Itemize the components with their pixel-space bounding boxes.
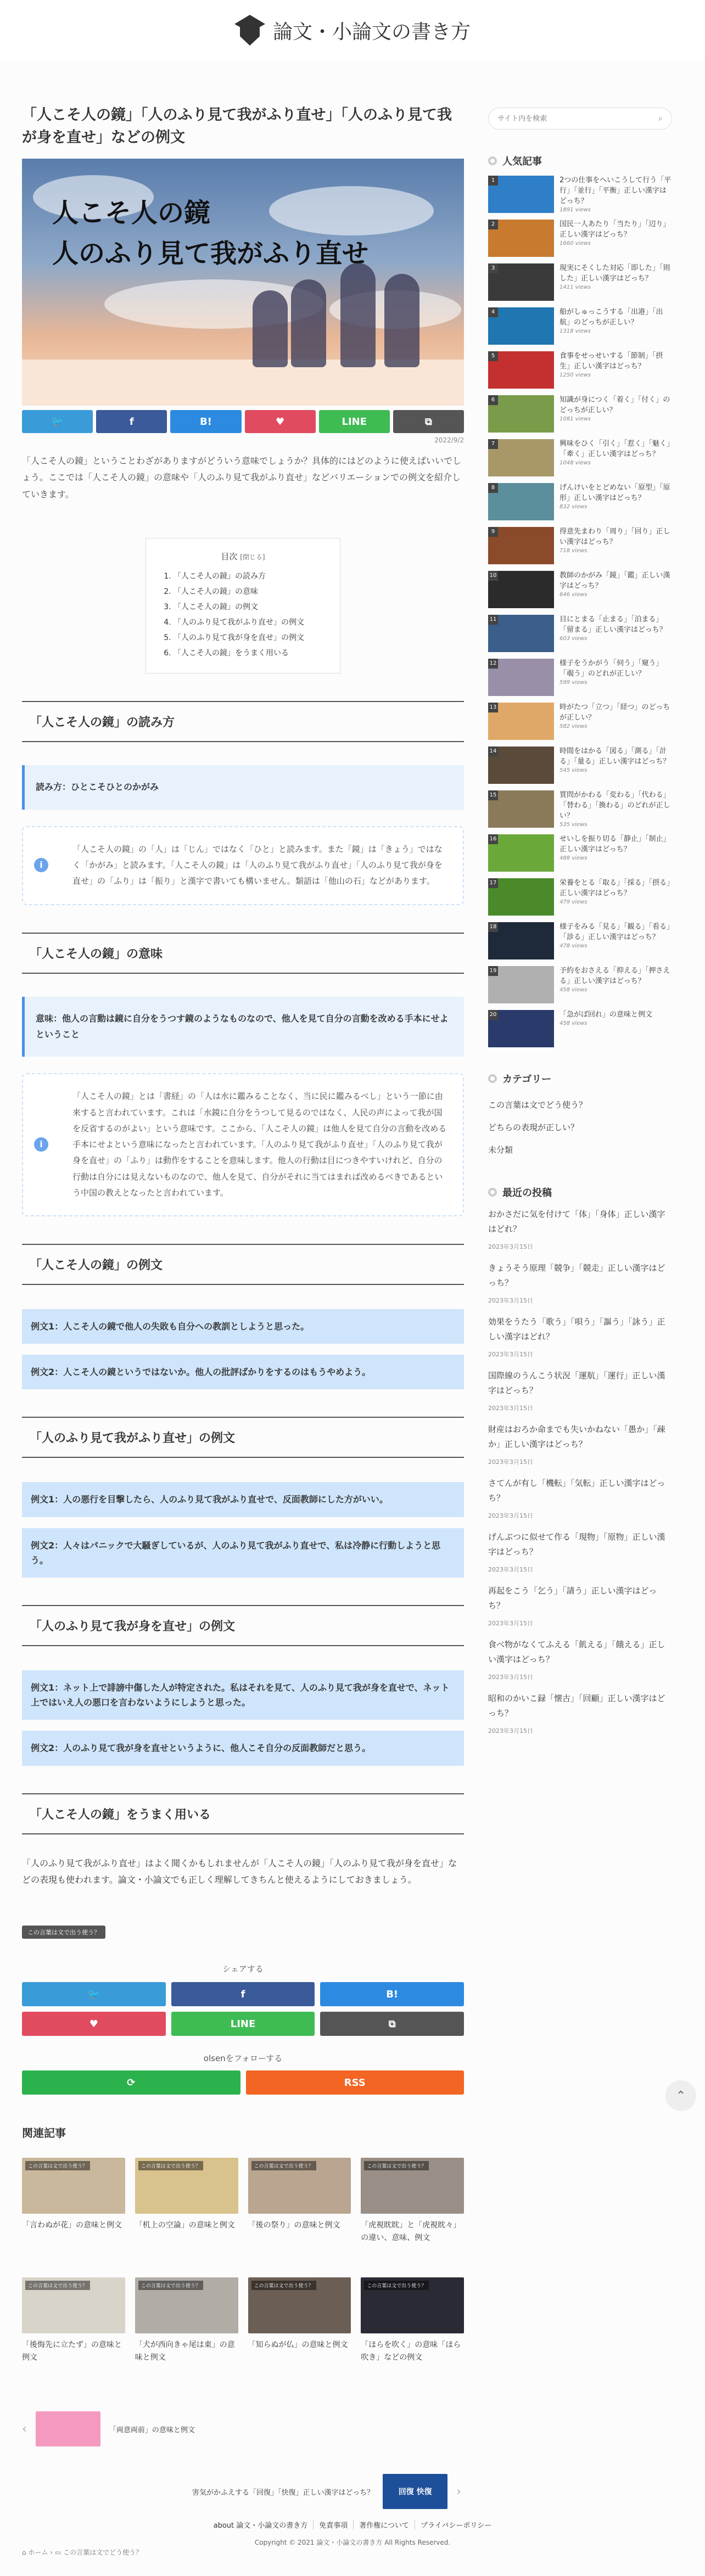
recent-post[interactable] (488, 1691, 672, 1735)
rank-badge: 9 (488, 527, 498, 537)
footer-link[interactable]: プライバシーポリシー (421, 2522, 492, 2530)
section-heading: 「人のふり見て我がふり直せ」の例文 (22, 1417, 464, 1458)
chevron-right-icon: › (456, 2484, 461, 2499)
popular-post-title: げんけいをとどめない「原型」「原形」正しい漢字はどっち？ (559, 484, 670, 502)
popular-thumbnail (488, 659, 554, 696)
popular-post-title: 目にとまる「止まる」「泊まる」「留まる」正しい漢字はどっち？ (559, 615, 667, 634)
related-card[interactable]: この言葉は文で出う使う？ 「知らぬが仏」の意味と例文 (248, 2277, 351, 2389)
next-post-thumbnail: 回復 快復 (383, 2474, 447, 2509)
info-box: i 「人こそ人の鏡」とは「書経」の「人は水に鑑みることなく、当に民に鑑みるべし」という一節に由来すると言われています。これは「水鏡に自分をうつして見るのではなく、人民の声によって我が国を反省するのがよい」という意味です。ここから、「人こそ人の鏡」は他人を見て自分の言動を改める手本にせよという意味になったと言われています。「人のふり見て我がふり直せ」「人のふり見て我が身を直せ」の「ふり」は動作をすることを意味します。他人の行動は目につきやすいけれど、自分の行動は自分には見えないものなので、他人を見て、自分がそれに当てはまれば改めるべきであるという中国の教えとなったと言われています。 (22, 1073, 464, 1216)
popular-thumbnail (488, 747, 554, 784)
view-count: 603 views (559, 635, 588, 642)
related-thumbnail: この言葉は文で出う使う？ (248, 2158, 351, 2214)
search-box (488, 108, 672, 130)
section-heading: 「人こそ人の鏡」をうまく用いる (22, 1793, 464, 1834)
popular-post-title: 教師のかがみ「鏡」「鑑」正しい漢字はどっち？ (559, 571, 670, 590)
rank-badge: 8 (488, 483, 498, 493)
recent-post[interactable] (488, 1476, 672, 1520)
post-date: 2022/9/2 (434, 436, 464, 444)
popular-post[interactable] (488, 307, 672, 345)
popular-thumbnail (488, 220, 554, 257)
breadcrumb: ⌂ ホーム › ▭ この言葉は文でどう使う？ (22, 2549, 143, 2557)
hatena-share-button[interactable] (170, 410, 241, 433)
footer-link[interactable]: about 論文・小論文の書き方 (208, 2519, 314, 2530)
related-thumbnail: この言葉は文で出う使う？ (361, 2158, 464, 2214)
recent-post[interactable] (488, 1368, 672, 1412)
popular-thumbnail (488, 703, 554, 740)
related-thumbnail: この言葉は文で出う使う？ (22, 2277, 125, 2333)
related-card[interactable]: この言葉は文で出う使う？ 「ほらを吹く」の意味「ほら吹き」などの例文 (361, 2277, 464, 2389)
breadcrumb-category[interactable]: この言葉は文でどう使う？ (63, 2549, 143, 2557)
recent-post-date: 2023年3月15日 (488, 1458, 533, 1466)
recent-post-date: 2023年3月15日 (488, 1297, 533, 1304)
popular-post-title: 様子をみる「見る」「観る」「看る」「診る」正しい漢字はどっち？ (559, 923, 670, 941)
popular-thumbnail (488, 834, 554, 872)
view-count: 478 views (559, 942, 588, 949)
line-share-button[interactable] (319, 410, 390, 433)
related-thumbnail: この言葉は文で出う使う？ (248, 2277, 351, 2333)
view-count: 599 views (559, 679, 588, 686)
rank-badge: 1 (488, 176, 498, 186)
popular-post-title: 時がたつ「立つ」「経つ」のどっちが正しい？ (559, 703, 670, 722)
popular-thumbnail (488, 439, 554, 476)
popular-thumbnail (488, 395, 554, 433)
popular-widget (488, 154, 672, 1047)
twitter-icon: 🐦 (51, 416, 64, 428)
popular-thumbnail (488, 351, 554, 389)
rank-badge: 20 (488, 1010, 498, 1020)
related-title: 関連記事 (22, 2126, 66, 2140)
view-count: 1048 views (559, 459, 591, 466)
rank-badge: 14 (488, 747, 498, 756)
popular-post[interactable] (488, 483, 672, 520)
view-count: 458 views (559, 986, 588, 993)
toc-item[interactable]: 5. 「人のふり見て我が身を直せ」の例文 (174, 630, 323, 646)
popular-thumbnail (488, 307, 554, 345)
follow-title: olsenをフォローする (203, 2053, 283, 2064)
main-content (22, 104, 464, 2557)
popular-post[interactable] (488, 439, 672, 476)
popular-post[interactable] (488, 527, 672, 564)
related-thumbnail: この言葉は文で出う使う？ (361, 2277, 464, 2333)
section-heading: 「人のふり見て我が身を直せ」の例文 (22, 1605, 464, 1646)
hatena-icon: B! (199, 416, 212, 428)
toc-item[interactable]: 2. 「人こそ人の鏡」の意味 (174, 584, 323, 599)
popular-post[interactable] (488, 659, 672, 696)
chevron-up-icon: ⌃ (675, 2089, 686, 2103)
pocket-icon: ♥ (276, 416, 285, 428)
toc-item[interactable]: 4. 「人のふり見て我がふり直せ」の例文 (174, 615, 323, 630)
view-count: 1891 views (559, 206, 591, 213)
category-widget (488, 1071, 672, 1161)
related-card[interactable]: この言葉は文で出う使う？ 「後の祭り」の意味と例文 (248, 2158, 351, 2270)
popular-post-title: 船がしゅっこうする「出港」「出航」のどっちが正しい？ (559, 308, 663, 327)
recent-post[interactable] (488, 1422, 672, 1466)
hatena-icon: B! (386, 1988, 399, 2000)
toc-item[interactable]: 6. 「人こそ人の鏡」をうまく用いる (174, 646, 323, 661)
rss-follow-button[interactable] (246, 2070, 465, 2095)
folder-icon: ▭ (54, 2549, 61, 2557)
recent-post-title: おかさだに気を付けて「体」「身体」正しい漢字はどれ？ (488, 1209, 665, 1234)
table-of-contents (146, 538, 340, 674)
view-count: 832 views (559, 503, 588, 510)
closing-text: 「人のふり見て我がふり直せ」はよく聞くかもしれませんが「人こそ人の鏡」「人のふり見て我が身を直せ」などの表現も使われます。論文・小論文でも正しく理解してきちんと使えるようにしておきましょう。 (22, 1857, 457, 1885)
recent-post[interactable] (488, 1530, 672, 1574)
meaning-point-box: 意味：他人の言動は鏡に自分をうつす鏡のようなものなので、他人を見て自分の言動を改める手本にせよということ (22, 997, 464, 1057)
next-post-link[interactable]: 害気がかふえする「回復」「快復」正しい漢字はどっち？ 回復 快復 › (22, 2474, 461, 2509)
intro-text: 「人こそ人の鏡」ということわざがありますがどういう意味でしょうか？具体的にはどのように使えばいいでしょう。ここでは「人こそ人の鏡」の意味や「人のふり見て我がふり直せ」などバリエーションでの例文を紹介していきます。 (22, 456, 462, 500)
popular-post-title: 興味をひく「引く」「惹く」「魅く」「牽く」正しい漢字はどっち？ (559, 440, 670, 458)
rank-badge: 15 (488, 790, 498, 800)
recent-post-date: 2023年3月15日 (488, 1512, 533, 1519)
related-thumbnail: この言葉は文で出う使う？ (22, 2158, 125, 2214)
breadcrumb-home[interactable]: ホーム (28, 2549, 48, 2557)
view-count: 582 views (559, 723, 588, 729)
bottom-share-grid (22, 1982, 464, 2036)
popular-thumbnail (488, 878, 554, 916)
rank-badge: 7 (488, 439, 498, 449)
popular-thumbnail (488, 263, 554, 301)
section-heading: 「人こそ人の鏡」の例文 (22, 1244, 464, 1285)
popular-post[interactable] (488, 263, 672, 301)
popular-post[interactable] (488, 747, 672, 784)
recent-post-date: 2023年3月15日 (488, 1620, 533, 1627)
popular-post-title: 国民一人あたり「当たり」「辺り」正しい漢字はどっち？ (559, 220, 670, 239)
rank-badge: 12 (488, 659, 498, 669)
rank-badge: 19 (488, 966, 498, 976)
footer-link[interactable]: 著作権について (354, 2519, 415, 2530)
example-box: 例文1：ネット上で誹謗中傷した人が特定された。私はそれを見て、人のふり見て我が身を直せで、ネット上ではいえ人の悪口を言わないようにしようと思った。 (22, 1670, 464, 1720)
popular-post-title: 現実にそくした対応「即した」「則した」正しい漢字はどっち？ (559, 264, 670, 283)
recent-post[interactable] (488, 1584, 672, 1627)
example-box: 例文2：人のふり見て我が身を直せというように、他人こそ自分の反面教師だと思う。 (22, 1731, 464, 1765)
copy-icon: ⧉ (425, 416, 432, 428)
copyright: Copyright © 2021 論文・小論文の書き方 All Rights Reserved. (254, 2539, 451, 2546)
rank-badge: 17 (488, 878, 498, 888)
recent-post[interactable] (488, 1637, 672, 1681)
related-card[interactable]: この言葉は文で出う使う？ 「後悔先に立たず」の意味と例文 (22, 2277, 125, 2389)
recent-post-date: 2023年3月15日 (488, 1674, 533, 1681)
view-count: 1081 views (559, 416, 591, 422)
category-badge[interactable]: この言葉は文で出う使う？ (22, 1926, 105, 1939)
example-box: 例文2：人々はパニックで大騒ぎしているが、人のふり見て我がふり直せで、私は冷静に行動しようと思う。 (22, 1528, 464, 1578)
related-card[interactable]: この言葉は文で出う使う？ 「虎視眈眈」と「虎視眈々」の違い、意味、例文 (361, 2158, 464, 2270)
twitter-share-button[interactable] (22, 410, 93, 433)
pocket-share-button[interactable] (22, 2012, 166, 2036)
info-icon: i (34, 858, 48, 872)
popular-post-title: 栄養をとる「取る」「採る」「摂る」正しい漢字はどっち？ (559, 879, 670, 897)
view-count: 718 views (559, 547, 588, 554)
line-icon: LINE (342, 416, 367, 428)
recent-title: 最近の投稿 (502, 1187, 552, 1199)
view-count: 1250 views (559, 372, 591, 378)
popular-post-title: 得意先まわり「周り」「回り」正しい漢字はどっち？ (559, 527, 670, 546)
related-card[interactable]: この言葉は文で出う使う？ 「机上の空論」の意味と例文 (135, 2158, 238, 2270)
recent-post-title: 昭和のかいこ録「懐古」「回顧」正しい漢字はどっち？ (488, 1693, 665, 1718)
recent-post-date: 2023年3月15日 (488, 1566, 533, 1573)
popular-post[interactable] (488, 395, 672, 433)
rank-badge: 2 (488, 220, 498, 229)
rank-badge: 6 (488, 395, 498, 405)
sidebar (488, 104, 672, 2557)
recent-post-title: 効果をうたう「歌う」「唄う」「謳う」「詠う」正しい漢字はどれ？ (488, 1317, 665, 1342)
popular-post-title: 2つの仕事をへいこうして行う「平行」「並行」「平衡」正しい漢字はどっち？ (559, 176, 672, 205)
popular-post-title: 知識が身につく「着く」「付く」のどっちが正しい？ (559, 396, 670, 414)
popular-post-title: 食事をせっせいする「節制」「摂生」正しい漢字はどっち？ (559, 352, 663, 371)
popular-post-title: 様子をうかがう「伺う」「窺う」「覗う」のどれが正しい？ (559, 659, 663, 678)
toc-title: 目次 (221, 552, 238, 562)
related-card[interactable]: この言葉は文で出う使う？ 「犬が西向きゃ尾は東」の意味と例文 (135, 2277, 238, 2389)
popular-post-title: 時間をはかる「図る」「測る」「計る」「量る」正しい漢字はどっち？ (559, 747, 670, 766)
site-title: 論文・小論文の書き方 (272, 20, 471, 43)
popular-post[interactable] (488, 834, 672, 872)
example-box: 例文1：人こそ人の鏡で他人の失敗も自分への教訓としようと思った。 (22, 1309, 464, 1344)
view-count: 535 views (559, 821, 588, 828)
popular-thumbnail (488, 483, 554, 520)
popular-thumbnail (488, 527, 554, 564)
popular-thumbnail (488, 966, 554, 1003)
section-heading: 「人こそ人の鏡」の意味 (22, 933, 464, 974)
related-card[interactable]: この言葉は文で出う使う？ 「言わぬが花」の意味と例文 (22, 2158, 125, 2270)
recent-widget (488, 1185, 672, 1735)
popular-post-title: 「急がば回れ」の意味と例文 (559, 1011, 653, 1019)
category-link[interactable]: この言葉は文でどう使う？ (488, 1100, 588, 1110)
related-grid (22, 2158, 464, 2389)
info-icon: i (34, 1137, 48, 1152)
rank-badge: 10 (488, 571, 498, 581)
popular-post[interactable] (488, 922, 672, 959)
view-count: 646 views (559, 591, 588, 598)
recent-post-date: 2023年3月15日 (488, 1405, 533, 1412)
category-link[interactable]: 未分類 (488, 1145, 513, 1155)
popular-post[interactable] (488, 176, 672, 213)
popular-thumbnail (488, 1010, 554, 1047)
recent-post[interactable] (488, 1261, 672, 1305)
twitter-icon: 🐦 (87, 1988, 100, 2000)
popular-post[interactable] (488, 703, 672, 740)
view-count: 1411 views (559, 284, 591, 290)
popular-thumbnail (488, 176, 554, 213)
line-icon: LINE (230, 2018, 256, 2030)
toc-item[interactable]: 3. 「人こそ人の鏡」の例文 (174, 599, 323, 615)
twitter-share-button[interactable] (22, 1982, 166, 2006)
rank-badge: 16 (488, 834, 498, 844)
view-count: 545 views (559, 767, 588, 773)
footer-link[interactable]: 免責事項 (314, 2519, 354, 2530)
hatena-share-button[interactable] (320, 1982, 464, 2006)
search-input[interactable] (497, 115, 640, 123)
chevron-left-icon: ‹ (22, 2422, 27, 2436)
info-box: i 「人こそ人の鏡」の「人」は「じん」ではなく「ひと」と読みます。また「鏡」は「きょう」ではなく「かがみ」と読みます。「人こそ人の鏡」は「人のふり見て我がふり直せ」「人のふり見て我が身を直せ」の「ふり」は「振り」と漢字で書いても構いません。類語は「他山の石」などがあります。 (22, 826, 464, 905)
popular-post[interactable] (488, 1010, 672, 1047)
facebook-share-button[interactable] (96, 410, 167, 433)
toc-toggle[interactable]: [閉じる] (240, 553, 265, 562)
view-count: 488 views (559, 855, 588, 861)
top-share-bar (22, 410, 464, 433)
eyecatch-title: 人こそ人の鏡 人のふり見て我がふり直せ (52, 198, 369, 270)
related-thumbnail: この言葉は文で出う使う？ (135, 2277, 238, 2333)
related-thumbnail: この言葉は文で出う使う？ (135, 2158, 238, 2214)
recent-post-date: 2023年3月15日 (488, 1727, 533, 1735)
recent-post[interactable] (488, 1207, 672, 1251)
scroll-to-top-button[interactable] (665, 2080, 696, 2111)
rank-badge: 4 (488, 307, 498, 317)
site-footer (0, 2519, 705, 2547)
recent-post-title: 国際線のうんこう状況「運航」「運行」正しい漢字はどっち？ (488, 1371, 665, 1395)
view-count: 1318 views (559, 328, 591, 334)
facebook-share-button[interactable] (171, 1982, 315, 2006)
toc-item[interactable]: 1. 「人こそ人の鏡」の読み方 (174, 569, 323, 584)
recent-post-title: 再起をこう「乞う」「請う」正しい漢字はどっち？ (488, 1586, 657, 1610)
popular-title: 人気記事 (502, 156, 542, 167)
home-icon: ⌂ (22, 2549, 26, 2557)
pocket-share-button[interactable] (245, 410, 316, 433)
pocket-icon: ♥ (89, 2018, 98, 2030)
facebook-icon: f (129, 416, 134, 428)
section-heading: 「人こそ人の鏡」の読み方 (22, 701, 464, 742)
follow-buttons (22, 2070, 464, 2095)
example-box: 例文2：人こそ人の鏡というではないか。他人の批評ばかりをするのはもうやめよう。 (22, 1355, 464, 1389)
share-title: シェアする (222, 1964, 264, 1974)
popular-post[interactable] (488, 571, 672, 608)
rank-badge: 11 (488, 615, 498, 625)
popular-post[interactable] (488, 615, 672, 652)
reading-point-box: 読み方：ひとこそひとのかがみ (22, 765, 464, 810)
recent-post-title: きょうそう原理「競争」「競走」正しい漢字はどっち？ (488, 1263, 665, 1288)
view-count: 1660 views (559, 240, 591, 246)
recent-post-title: さてんが有し「機転」「気転」正しい漢字はどっち？ (488, 1478, 665, 1503)
site-header (0, 0, 705, 60)
view-count: 458 views (559, 1020, 588, 1026)
copy-link-button[interactable] (320, 2012, 464, 2036)
facebook-icon: f (240, 1988, 245, 2000)
article-title: 「人こそ人の鏡」「人のふり見て我がふり直せ」「人のふり見て我が身を直せ」などの例文 (22, 106, 452, 146)
category-link[interactable]: どちらの表現が正しい？ (488, 1123, 579, 1132)
eyecatch-image (22, 159, 464, 406)
graduation-cap-icon (234, 15, 265, 46)
popular-post-title: せいしを振り切る「静止」「制止」正しい漢字はどっち？ (559, 835, 670, 854)
rank-badge: 3 (488, 263, 498, 273)
recent-post-date: 2023年3月15日 (488, 1351, 533, 1358)
feedly-icon: ⟳ (127, 2076, 136, 2089)
rank-badge: 5 (488, 351, 498, 361)
popular-post[interactable] (488, 878, 672, 916)
popular-thumbnail (488, 790, 554, 828)
copy-icon: ⧉ (388, 2018, 396, 2030)
rss-icon: RSS (344, 2076, 366, 2089)
category-title: カテゴリー (502, 1074, 552, 1085)
recent-post[interactable] (488, 1315, 672, 1359)
popular-post[interactable] (488, 220, 672, 257)
popular-post-title: 予約をおさえる「抑える」「押さえる」正しい漢字はどっち？ (559, 967, 670, 985)
example-box: 例文1：人の悪行を目撃したら、人のふり見て我がふり直せで、反面教師にした方がいい。 (22, 1482, 464, 1517)
popular-post[interactable] (488, 790, 672, 828)
search-icon[interactable]: ⌕ (658, 114, 663, 123)
popular-thumbnail (488, 615, 554, 652)
prev-post-thumbnail (36, 2411, 100, 2446)
rank-badge: 18 (488, 922, 498, 932)
copy-link-button[interactable] (393, 410, 464, 433)
feedly-follow-button[interactable] (22, 2070, 240, 2095)
rank-badge: 13 (488, 703, 498, 712)
prev-post-link[interactable]: ‹ 「両意両前」の意味と例文 (22, 2411, 264, 2446)
recent-post-title: 財産はおろか命までも失いかねない「愚か」「疎か」正しい漢字はどっち？ (488, 1424, 665, 1449)
popular-post[interactable] (488, 351, 672, 389)
site-logo[interactable] (234, 15, 471, 46)
popular-post[interactable] (488, 966, 672, 1003)
popular-thumbnail (488, 571, 554, 608)
view-count: 479 views (559, 899, 588, 905)
recent-post-title: 食べ物がなくてふえる「飢える」「餓える」正しい漢字はどっち？ (488, 1640, 665, 1664)
recent-post-date: 2023年3月15日 (488, 1243, 533, 1250)
popular-post-title: 質問がかわる「変わる」「代わる」「替わる」「換わる」のどれが正しい？ (559, 791, 670, 820)
line-share-button[interactable] (171, 2012, 315, 2036)
recent-post-title: げんぶつに似せて作る「現物」「原物」正しい漢字はどっち？ (488, 1532, 665, 1557)
popular-thumbnail (488, 922, 554, 959)
